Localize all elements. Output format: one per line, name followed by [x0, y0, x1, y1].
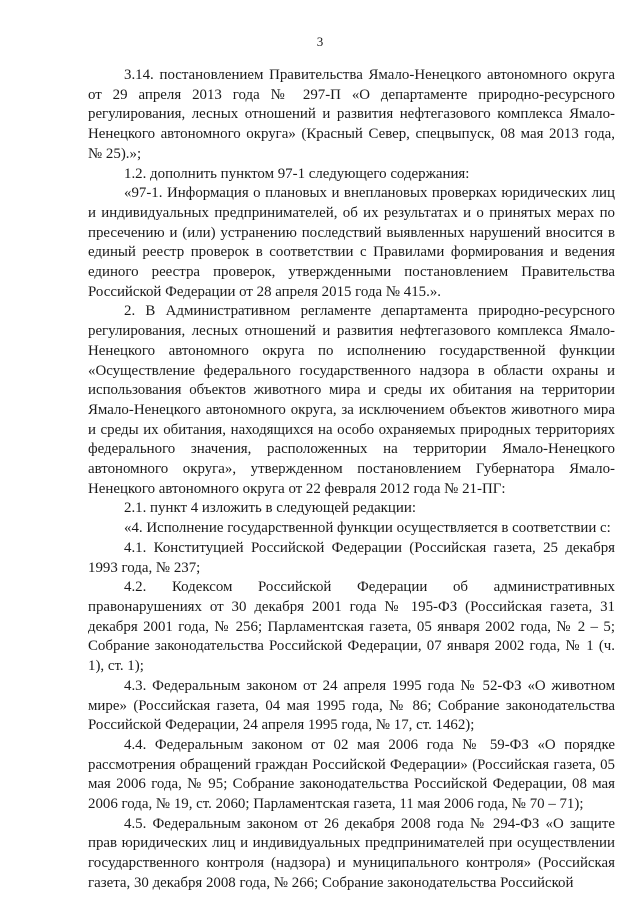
paragraph-4-1: 4.1. Конституцией Российской Федерации (Российская газета, 25 декабря 1993 года, № 237; — [88, 539, 615, 576]
paragraph-4: «4. Исполнение государственной функции осуществляется в соответствии с: — [124, 520, 611, 537]
paragraph-4-4: 4.4. Федеральным законом от 02 мая 2006 года № 59-ФЗ «О порядке рассмотрения обращений граждан Российской Федерации» (Российская газета, 05 мая 2006 года, № 95; Собрание законодательства Российской Федерации, 08 мая 2006 года, № 19, ст. 2060; Парламентская газета, 11 мая 2006 года, № 70 – 71); — [88, 736, 615, 813]
paragraph-2-1: 2.1. пункт 4 изложить в следующей редакции: — [124, 500, 416, 517]
document-body — [88, 66, 615, 894]
paragraph-97-1: «97-1. Информация о плановых и внеплановых проверках юридических лиц и индивидуальных предпринимателей, об их результатах и о принятых мерах по пресечению и (или) устранению последствий выявленных нарушений вносится в единый реестр проверок в соответствии с Правилами формирования и ведения единого реестра проверок, утвержденными постановлением Правительства Российской Федерации от 28 апреля 2015 года № 415.». — [88, 185, 615, 300]
paragraph-4-5: 4.5. Федеральным законом от 26 декабря 2008 года № 294-ФЗ «О защите прав юридических лиц и индивидуальных предпринимателей при осуществлении государственного контроля (надзора) и муниципального контроля» (Российская газета, 30 декабря 2008 года, № 266; Собрание законодательства Российской — [88, 815, 615, 891]
paragraph-3-14: 3.14. постановлением Правительства Ямало-Ненецкого автономного округа от 29 апреля 2013 года № 297-П «О департаменте природно-ресурсного регулирования, лесных отношений и развития нефтегазового комплекса Ямало-Ненецкого автономного округа» (Красный Север, спецвыпуск, 08 мая 2013 года, № 25).»; — [88, 67, 615, 162]
paragraph-1-2: 1.2. дополнить пунктом 97-1 следующего содержания: — [124, 165, 470, 182]
paragraph-2: 2. В Административном регламенте департамента природно-ресурсного регулирования, лесных отношений и развития нефтегазового комплекса Ямало-Ненецкого автономного округа по исполнению государственной функции «Осуществление федерального государственного надзора в области охраны и использования объектов животного мира и среды их обитания на территории Ямало-Ненецкого автономного округа, за исключением объектов животного мира и среды их обитания, находящихся на особо охраняемых природных территориях федерального значения, расположенных на территории Ямало-Ненецкого автономного округа», утвержденном постановлением Губернатора Ямало-Ненецкого автономного округа от 22 февраля 2012 года № 21-ПГ: — [88, 303, 615, 497]
paragraph-4-2: 4.2. Кодексом Российской Федерации об административных правонарушениях от 30 декабря 2001 года № 195-ФЗ (Российская газета, 31 декабря 2001 года, № 256; Парламентская газета, 05 января 2002 года, № 2 – 5; Собрание законодательства Российской Федерации, 07 января 2002 года, № 1 (ч. 1), ст. 1); — [88, 579, 615, 675]
paragraph-4-3: 4.3. Федеральным законом от 24 апреля 1995 года № 52-ФЗ «О животном мире» (Российская газета, 04 мая 1995 года, № 86; Собрание законодательства Российской Федерации, 24 апреля 1995 года, № 17, ст. 1462); — [88, 677, 615, 734]
page-number: 3 — [316, 34, 324, 49]
